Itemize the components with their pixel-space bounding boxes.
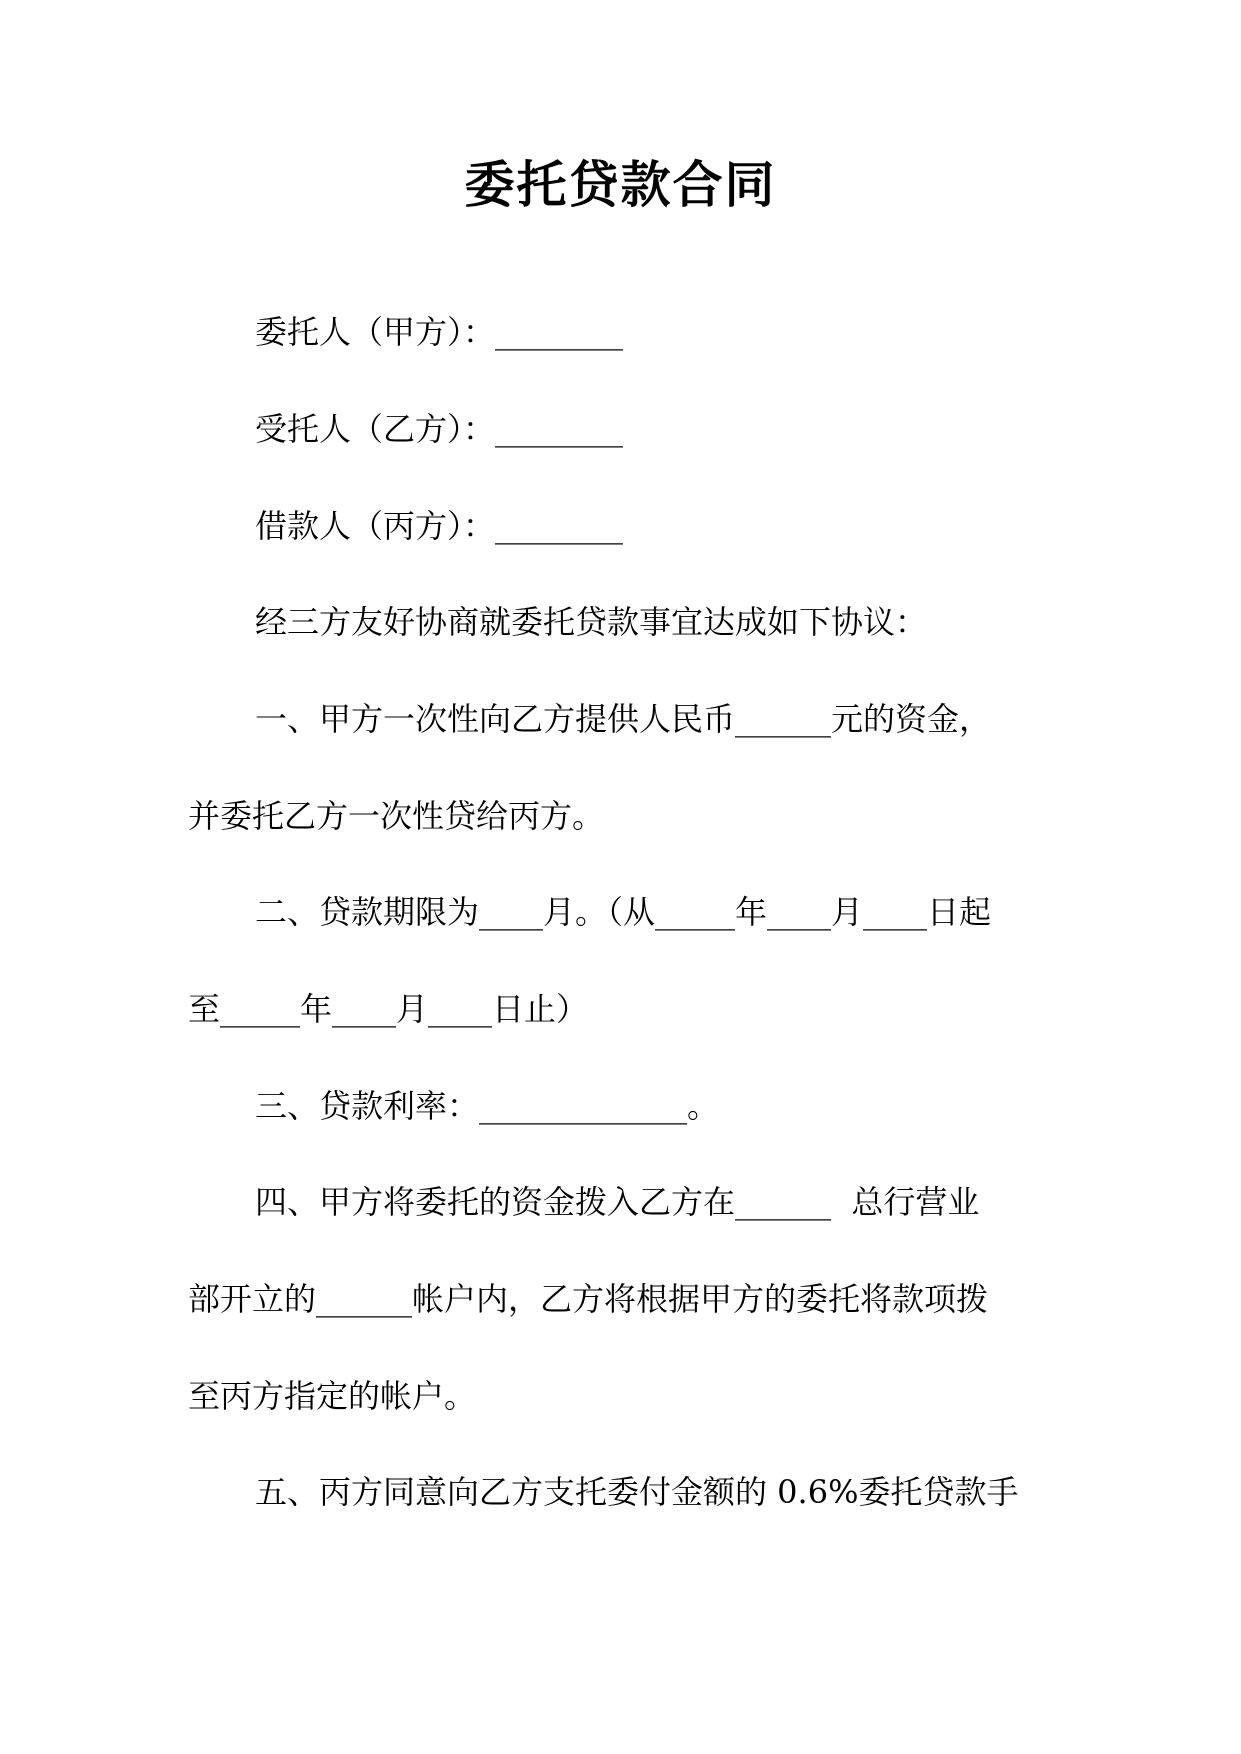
clause-1-line-1: 一、甲方一次性向乙方提供人民币______元的资金， — [255, 700, 992, 738]
clause-4-line-2: 部开立的______帐户内，乙方将根据甲方的委托将款项拨 — [188, 1280, 989, 1318]
preamble-line: 经三方友好协商就委托贷款事宜达成如下协议： — [255, 603, 928, 641]
clause-3-line: 三、贷款利率：_____________。 — [255, 1087, 720, 1125]
clause-5-line-1: 五、丙方同意向乙方支托委付金额的 0.6%委托贷款手 — [255, 1473, 1019, 1511]
clause-1-line-2: 并委托乙方一次性贷给丙方。 — [188, 797, 605, 835]
party-c-line: 借款人（丙方）：________ — [255, 507, 624, 545]
document-title: 委托贷款合同 — [464, 156, 777, 214]
clause-2-line-1: 二、贷款期限为____月。（从_____年____月____日起 — [255, 893, 992, 931]
party-b-line: 受托人（乙方）：________ — [255, 410, 624, 448]
clause-2-line-2: 至_____年____月____日止） — [188, 990, 589, 1028]
party-a-line: 委托人（甲方）：________ — [255, 313, 624, 351]
clause-4-line-3: 至丙方指定的帐户。 — [188, 1377, 477, 1415]
clause-4-line-1: 四、甲方将委托的资金拨入乙方在______ 总行营业 — [255, 1183, 980, 1221]
